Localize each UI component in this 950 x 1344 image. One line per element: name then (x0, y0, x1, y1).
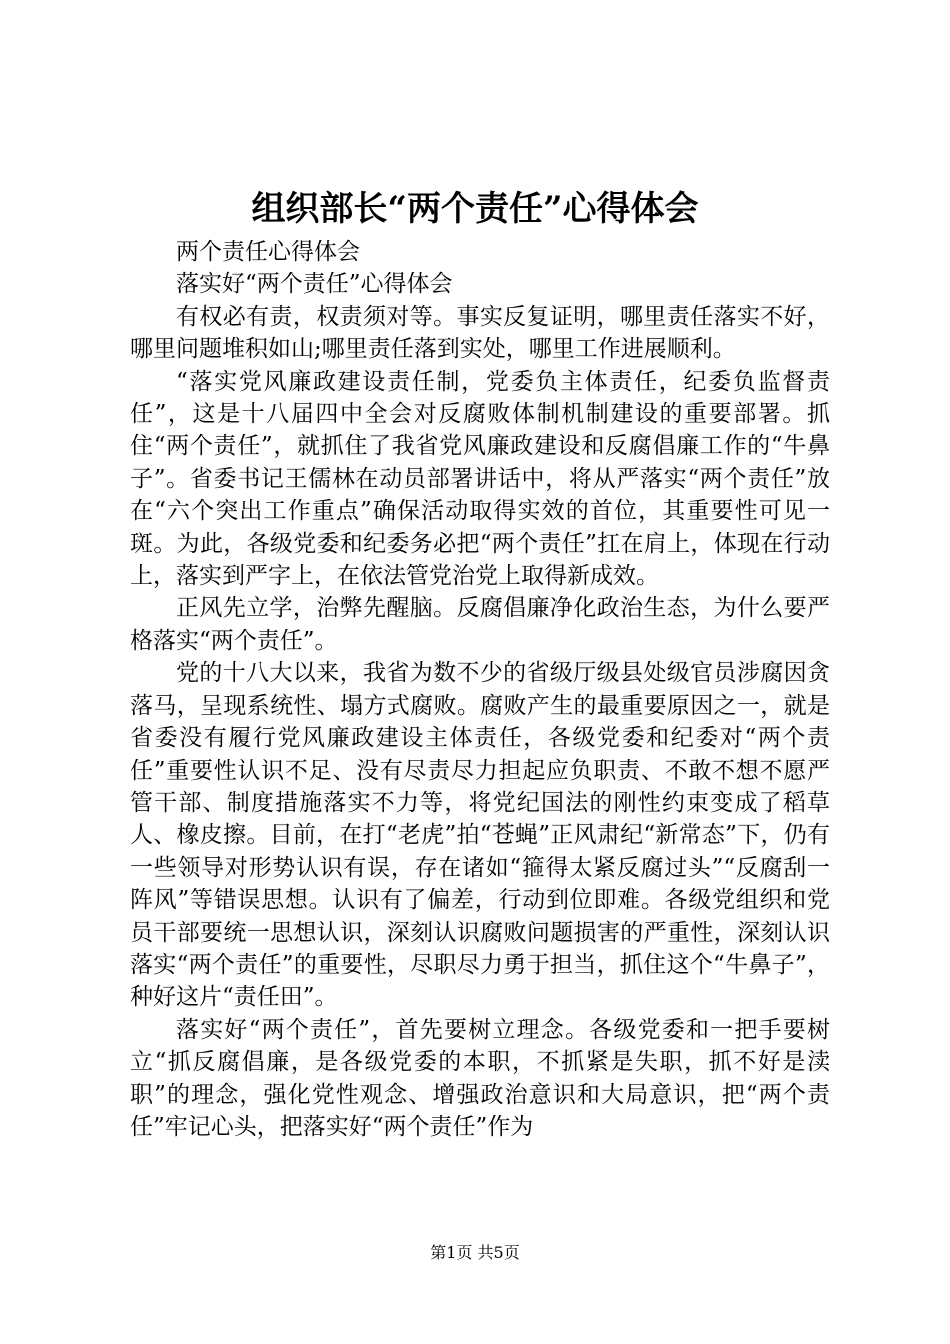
paragraph: 两个责任心得体会 (176, 239, 360, 265)
document-title: 组织部长“两个责任”心得体会 (251, 189, 699, 229)
paragraph: 党的十八大以来，我省为数不少的省级厅级县处级官员涉腐因贪落马，呈现系统性、塌方式腐败。腐败产生的最重要原因之一，就是省委没有履行党风廉政建设主体责任，各级党委和纪委对“两个责任”重要性认识不足、没有尽责尽力担起应负职责、不敢不想不愿严管干部、制度措施落实不力等，将党纪国法的刚性约束变成了稻草人、橡皮擦。目前，在打“老虎”拍“苍蝇”正风肃纪“新常态”下，仍有一些领导对形势认识有误，存在诸如“箍得太紧反腐过头”“反腐刮一阵风”等错误思想。认识有了偏差，行动到位即难。各级党组织和党员干部要统一思想认识，深刻认识腐败问题损害的严重性，深刻认识落实“两个责任”的重要性，尽职尽力勇于担当，抓住这个“牛鼻子”，种好这片“责任田”。 (130, 660, 830, 1011)
paragraph: “落实党风廉政建设责任制，党委负主体责任，纪委负监督责任”，这是十八届四中全会对反腐败体制机制建设的重要部署。抓住“两个责任”，就抓住了我省党风廉政建设和反腐倡廉工作的“牛鼻子”。省委书记王儒林在动员部署讲话中，将从严落实“两个责任”放在“六个突出工作重点”确保活动取得实效的首位，其重要性可见一斑。为此，各级党委和纪委务必把“两个责任”扛在肩上，体现在行动上，落实到严字上，在依法管党治党上取得新成效。 (130, 368, 830, 590)
document-body (130, 236, 830, 1143)
paragraph: 落实好“两个责任”心得体会 (176, 271, 453, 298)
page-footer: 第1页 共5页 (430, 1243, 520, 1262)
paragraph: 有权必有责，权责须对等。事实反复证明，哪里责任落实不好，哪里问题堆积如山;哪里责任落到实处，哪里工作进展顺利。 (130, 303, 830, 363)
paragraph: 落实好“两个责任”，首先要树立理念。各级党委和一把手要树立“抓反腐倡廉，是各级党委的本职，不抓紧是失职，抓不好是渎职”的理念，强化党性观念、增强政治意识和大局意识，把“两个责任”牢记心头，把落实好“两个责任”作为 (130, 1016, 830, 1140)
paragraph: 正风先立学，治弊先醒脑。反腐倡廉净化政治生态，为什么要严格落实“两个责任”。 (130, 595, 830, 654)
